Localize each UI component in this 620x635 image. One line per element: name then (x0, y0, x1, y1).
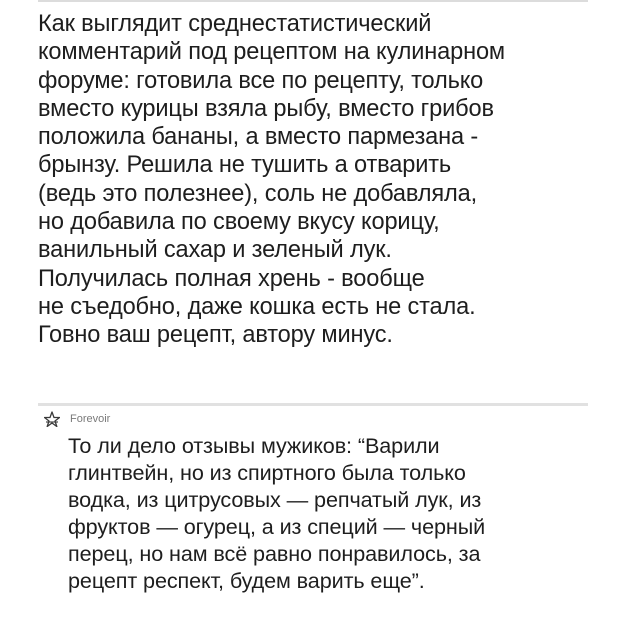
reply-divider (38, 403, 588, 406)
reply-line: фруктов — огурец, а из специй — черный (68, 514, 486, 539)
comment-line: не съедобно, даже кошка есть не стала. (38, 293, 476, 320)
reply-line: перец, но нам всё равно понравилось, за (68, 541, 481, 566)
comment-line: но добавила по своему вкусу корицу, (38, 209, 440, 236)
reply-comment (68, 432, 588, 594)
reply-line: То ли дело отзывы мужиков: “Варили (68, 433, 440, 458)
comment-line: форуме: готовила все по рецепту, только (38, 67, 484, 94)
comment-line: брынзу. Решила не тушить а отварить (38, 152, 452, 179)
reply-header (44, 411, 110, 427)
comment-line: положила бананы, а вместо пармезана - (38, 124, 479, 151)
comment-line: (ведь это полезнее), соль не добавляла, (38, 180, 477, 207)
comment-line: Как выглядит среднестатистический (38, 11, 432, 37)
pentagram-icon-svg (44, 411, 60, 427)
reply-line: глинтвейн, но из спиртного была только (68, 460, 466, 485)
comment-line: ванильный сахар и зеленый лук. (38, 237, 392, 264)
reply-line: водка, из цитрусовых — репчатый лук, из (68, 487, 482, 512)
comment-line: вместо курицы взяла рыбу, вместо грибов (38, 95, 494, 122)
top-divider (38, 0, 588, 2)
comment-line: комментарий под рецептом на кулинарном (38, 39, 505, 66)
reply-line: рецепт респект, будем варить еще”. (68, 568, 425, 593)
original-comment (38, 10, 586, 350)
comment-line: Получилась полная хрень - вообще (38, 265, 425, 292)
comment-line: Говно ваш рецепт, автору минус. (38, 322, 393, 349)
reply-username[interactable]: Forevoir (70, 413, 111, 425)
pentagram-icon (44, 411, 60, 427)
